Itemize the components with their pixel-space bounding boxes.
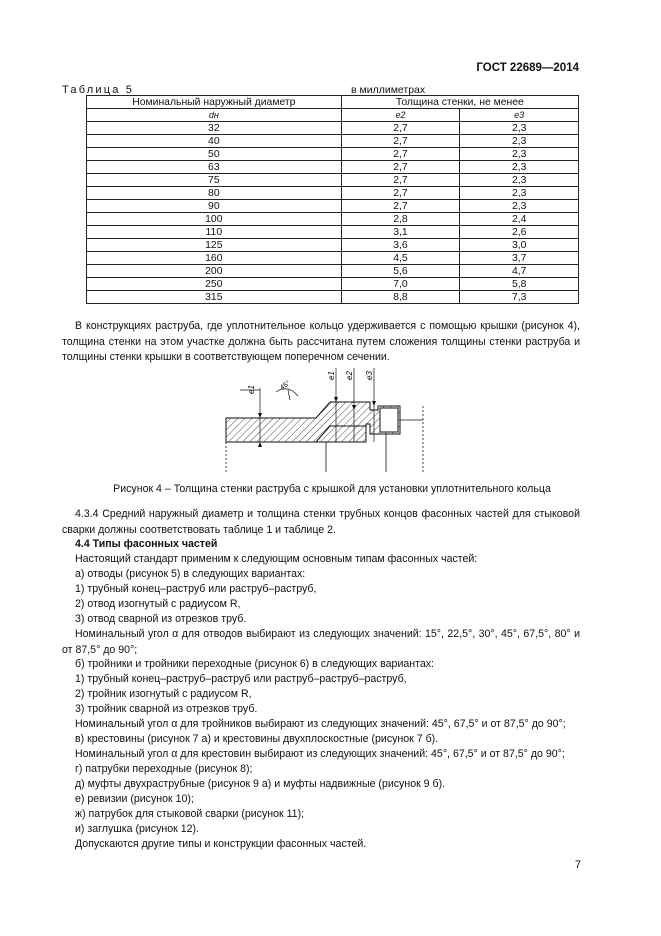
table-row: [87, 291, 579, 304]
cover-element: [380, 408, 398, 432]
cell-e3: 2,3: [460, 200, 579, 213]
cell-e3: 5,8: [460, 278, 579, 291]
figure-caption: Рисунок 4 – Толщина стенки раструба с крышкой для установки уплотнительного кольца: [113, 483, 551, 495]
cell-diameter: 50: [87, 148, 342, 161]
cell-e3: 2,3: [460, 135, 579, 148]
list-item-b2: 2) тройник изогнутый с радиусом R,: [75, 688, 252, 700]
cell-e3: 3,0: [460, 239, 579, 252]
label-e2: e2: [345, 371, 354, 380]
list-item-b1: 1) трубный конец–раструб–раструб или раструб–раструб–раструб,: [75, 673, 407, 685]
cell-diameter: 125: [87, 239, 342, 252]
cell-e3: 2,3: [460, 122, 579, 135]
list-item-e: е) ревизии (рисунок 10);: [75, 793, 194, 805]
table-row: [87, 200, 579, 213]
list-item-i: и) заглушка (рисунок 12).: [75, 823, 199, 835]
heading-4-4: 4.4 Типы фасонных частей: [75, 538, 218, 550]
cell-diameter: 100: [87, 213, 342, 226]
table-units: в миллиметрах: [351, 84, 426, 96]
header-wall-thickness: Толщина стенки, не менее: [341, 96, 578, 109]
header-e3: e3: [460, 109, 579, 122]
list-item-d: д) муфты двухраструбные (рисунок 9 а) и муфты надвижные (рисунок 9 б).: [75, 778, 446, 790]
page-number: 7: [574, 859, 581, 871]
paragraph-4-3-4: 4.3.4 Средний наружный диаметр и толщина стенки трубных концов фасонных частей для стыковой сварки должны соответствовать таблице 1 и таблице 2.: [62, 508, 580, 536]
header-diameter: Номинальный наружный диаметр: [87, 96, 342, 109]
list-item-a3: 3) отвод сварной из отрезков труб.: [75, 613, 247, 625]
list-item-v: в) крестовины (рисунок 7 а) и крестовины двухплоскостные (рисунок 7 б).: [75, 733, 439, 745]
cell-diameter: 75: [87, 174, 342, 187]
cell-e3: 2,6: [460, 226, 579, 239]
list-item-g: г) патрубки переходные (рисунок 8);: [75, 763, 253, 775]
table-row: [87, 187, 579, 200]
cell-diameter: 315: [87, 291, 342, 304]
tee-angles: Номинальный угол α для тройников выбирают из следующих значений: 45°, 67,5° и от 87,5° до 90°;: [75, 718, 566, 730]
list-item-b: б) тройники и тройники переходные (рисунок 6) в следующих вариантах:: [75, 658, 434, 670]
label-alpha: 45°: [279, 379, 292, 392]
paragraph-socket-cover: В конструкциях раструба, где уплотнительное кольцо удерживается с помощью крышки (рисунок 4), толщина стенки на этом участке должна быть рассчитана путем сложения толщины стенки раструба и толщины стенки крышки в соответствующем поперечном сечении.: [62, 320, 580, 363]
table-row: [87, 135, 579, 148]
cell-e2: 2,7: [341, 174, 460, 187]
table-row: [87, 265, 579, 278]
list-item-a: а) отводы (рисунок 5) в следующих вариантах:: [75, 568, 306, 580]
table-row: [87, 213, 579, 226]
dimensions-table: [86, 95, 579, 304]
table-row: [87, 148, 579, 161]
cell-e3: 7,3: [460, 291, 579, 304]
cross-angles: Номинальный угол α для крестовин выбирают из следующих значений: 45°, 67,5° и от 87,5° до 90°;: [75, 748, 565, 760]
cell-e2: 7,0: [341, 278, 460, 291]
list-intro: Настоящий стандарт применим к следующим основным типам фасонных частей:: [75, 553, 478, 565]
cell-diameter: 250: [87, 278, 342, 291]
table-caption: Таблица 5: [62, 84, 135, 96]
cell-diameter: 90: [87, 200, 342, 213]
header-e2: e2: [341, 109, 460, 122]
table-row: [87, 122, 579, 135]
cell-e2: 2,7: [341, 187, 460, 200]
cell-e3: 3,7: [460, 252, 579, 265]
cell-e3: 2,3: [460, 148, 579, 161]
cell-diameter: 80: [87, 187, 342, 200]
cell-e2: 2,7: [341, 200, 460, 213]
cell-e3: 4,7: [460, 265, 579, 278]
cell-e2: 3,6: [341, 239, 460, 252]
cell-diameter: 40: [87, 135, 342, 148]
cell-e2: 4,5: [341, 252, 460, 265]
paragraph-elbow-angles: Номинальный угол α для отводов выбирают из следующих значений: 15°, 22,5°, 30°, 45°, 67,5°, 80° и от 87,5° до 90°;: [62, 628, 580, 656]
cell-e2: 2,8: [341, 213, 460, 226]
page-header: ГОСТ 22689—2014: [476, 62, 579, 74]
cell-e3: 2,3: [460, 174, 579, 187]
cell-e2: 2,7: [341, 135, 460, 148]
table-row: [87, 226, 579, 239]
cell-e2: 2,7: [341, 122, 460, 135]
list-item-a2: 2) отвод изогнутый с радиусом R,: [75, 598, 241, 610]
label-e1: e1: [327, 371, 336, 380]
cell-e2: 3,1: [341, 226, 460, 239]
cell-e3: 2,4: [460, 213, 579, 226]
table-row: [87, 161, 579, 174]
cell-e2: 8,8: [341, 291, 460, 304]
cell-diameter: 160: [87, 252, 342, 265]
label-e3: e3: [365, 371, 374, 380]
list-item-b3: 3) тройник сварной из отрезков труб.: [75, 703, 258, 715]
list-item-zh: ж) патрубок для стыковой сварки (рисунок 11);: [75, 808, 305, 820]
table-row: [87, 252, 579, 265]
table-row: [87, 239, 579, 252]
header-dn: dн: [87, 109, 342, 122]
cell-e2: 5,6: [341, 265, 460, 278]
other-types-note: Допускаются другие типы и конструкции фасонных частей.: [75, 838, 367, 850]
cell-diameter: 32: [87, 122, 342, 135]
cell-diameter: 110: [87, 226, 342, 239]
label-e-left: e1: [247, 385, 256, 394]
figure-socket-wall-thickness: [218, 360, 438, 478]
table-row: [87, 278, 579, 291]
cell-e3: 2,3: [460, 161, 579, 174]
cell-diameter: 200: [87, 265, 342, 278]
cell-e3: 2,3: [460, 187, 579, 200]
list-item-a1: 1) трубный конец–раструб или раструб–раструб,: [75, 583, 317, 595]
cell-e2: 2,7: [341, 161, 460, 174]
cell-e2: 2,7: [341, 148, 460, 161]
table-row: [87, 174, 579, 187]
cell-diameter: 63: [87, 161, 342, 174]
